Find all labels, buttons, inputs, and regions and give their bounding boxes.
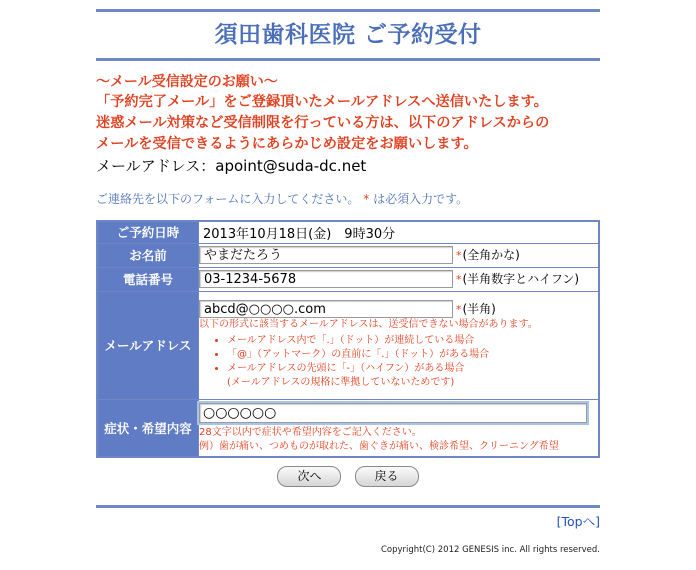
- value-symptoms: [199, 399, 600, 457]
- notice-line-1: 「予約完了メール」をご登録頂いたメールアドレスへ送信いたします。: [96, 94, 548, 110]
- top-link[interactable]: [Topへ]: [556, 513, 600, 529]
- row-phone: [97, 267, 599, 291]
- datetime-text: 2013年10月18日(金) 9時30分: [203, 226, 396, 242]
- email-hint: (半角): [462, 301, 496, 316]
- notice-address-value: apoint@suda-dc.net: [215, 157, 367, 175]
- next-button[interactable]: 次へ: [277, 466, 341, 487]
- value-name: [199, 243, 600, 267]
- email-rule-1: • メールアドレス内で「.」（ドット）が連続している場合: [227, 334, 598, 348]
- symptoms-note-2: 例）歯が痛い、つめものが取れた、歯ぐきが痛い、検診希望、クリーニング希望: [199, 440, 559, 452]
- email-warning: 以下の形式に該当するメールアドレスは、送受信できない場合があります。: [199, 319, 538, 331]
- notice-heading: ～メール受信設定のお願い～: [96, 74, 278, 90]
- back-button[interactable]: 戻る: [355, 466, 419, 487]
- intro-text: ご連絡先を以下のフォームに入力してください。: [96, 192, 360, 206]
- required-star: *: [363, 192, 370, 206]
- value-email: [199, 291, 600, 399]
- email-input[interactable]: abcd@○○○○.com: [199, 300, 453, 318]
- notice-line-2: 迷惑メール対策など受信制限を行っている方は、以下のアドレスからの: [96, 115, 550, 131]
- symptoms-textarea[interactable]: ○○○○○○: [199, 403, 587, 423]
- email-rules-note: (メールアドレスの規格に準拠していないためです): [227, 377, 455, 389]
- notice-address: [96, 155, 600, 177]
- value-datetime: [199, 221, 600, 243]
- page-title: 須田歯科医院 ご予約受付: [214, 22, 482, 48]
- copyright: Copyright(C) 2012 GENESIS inc. All rights reserved.: [380, 544, 600, 555]
- reservation-form: [96, 220, 600, 458]
- name-input[interactable]: やまだたろう: [199, 246, 453, 264]
- name-required-star: *: [456, 248, 462, 262]
- label-phone: 電話番号: [97, 267, 199, 291]
- label-symptoms: 症状・希望内容: [97, 399, 199, 457]
- email-required-star: *: [456, 302, 462, 316]
- notice-line-3: メールを受信できるようにあらかじめ設定をお願いします。: [96, 136, 478, 152]
- notice-address-label: メールアドレス：: [96, 157, 216, 175]
- row-name: [97, 243, 599, 267]
- label-name: お名前: [97, 243, 199, 267]
- phone-required-star: *: [456, 272, 462, 286]
- mail-notice: [96, 73, 600, 177]
- row-symptoms: [97, 399, 599, 457]
- email-rule-2: • 「@」（アットマーク）の直前に「.」（ドット）がある場合: [227, 348, 598, 362]
- phone-hint: (半角数字とハイフン): [462, 271, 580, 286]
- value-phone: [199, 267, 600, 291]
- symptoms-note-1: 28文字以内で症状や希望内容をご記入ください。: [199, 426, 422, 438]
- required-note: は必須入力です。: [373, 192, 469, 206]
- phone-input[interactable]: 03-1234-5678: [199, 270, 453, 288]
- label-email: メールアドレス: [97, 291, 199, 399]
- row-datetime: [97, 221, 599, 243]
- name-hint: (全角かな): [462, 247, 520, 262]
- row-email: [97, 291, 599, 399]
- label-datetime: ご予約日時: [97, 221, 199, 243]
- page-container: [96, 0, 600, 555]
- form-intro: [96, 191, 600, 207]
- form-buttons: [96, 465, 600, 487]
- email-rule-3: • メールアドレスの先頭に「-」（ハイフン）がある場合: [227, 362, 598, 376]
- email-rules-list: [199, 334, 598, 390]
- bottom-divider: [96, 505, 600, 508]
- title-divider: [96, 58, 600, 61]
